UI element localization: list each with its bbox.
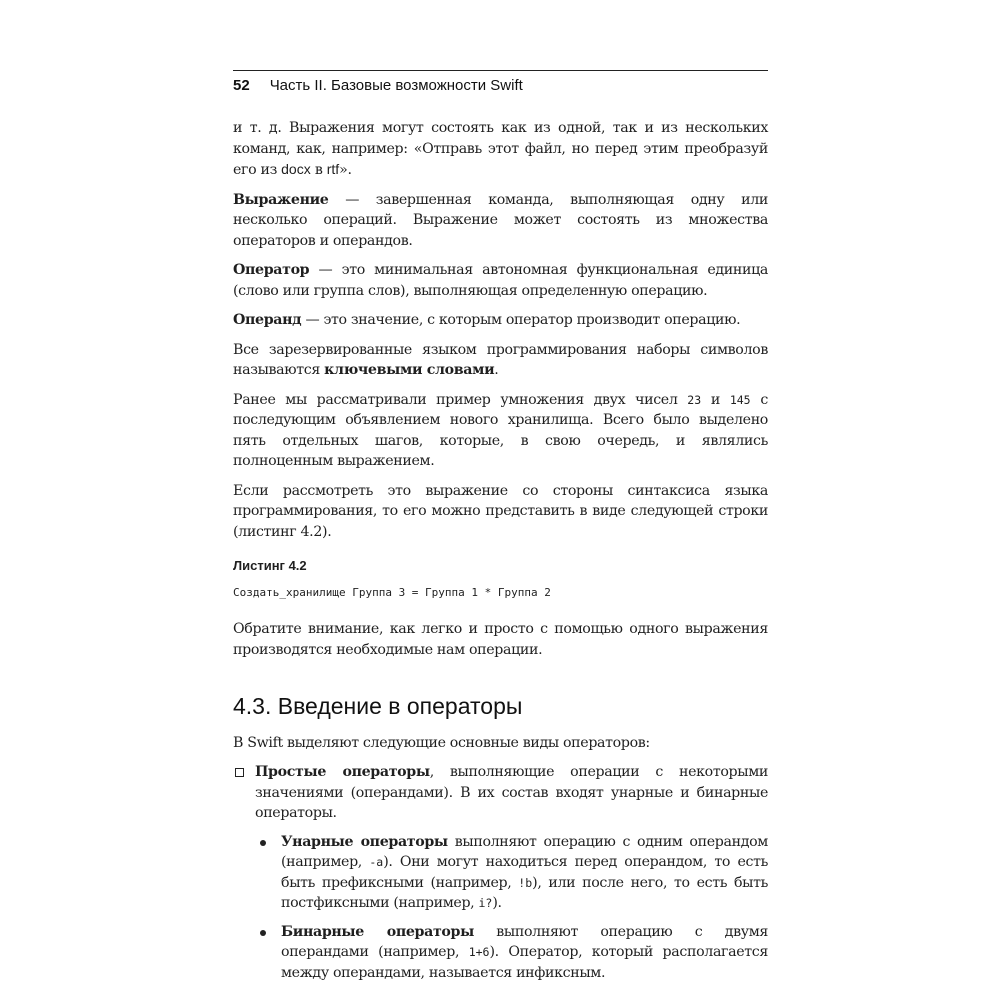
text: ), или после него, то есть быть постфиксными (например, bbox=[281, 874, 768, 911]
format-name: docx bbox=[281, 161, 311, 177]
text: — завершенная команда, выполняющая одну или несколько операций. Выражение может состоять из множества операторов и операндов. bbox=[233, 191, 768, 249]
bullet-icon bbox=[260, 840, 266, 846]
sub-list-item bbox=[233, 832, 768, 914]
term: Выражение bbox=[233, 191, 329, 208]
bullet-icon bbox=[260, 930, 266, 936]
paragraph: Обратите внимание, как легко и просто с помощью одного выражения производятся необходимые нам операции. bbox=[233, 621, 768, 658]
text: и bbox=[701, 391, 730, 408]
text: Все зарезервированные языком программирования наборы символов называются bbox=[233, 341, 768, 378]
chapter-title: Часть II. Базовые возможности Swift bbox=[269, 77, 523, 94]
term: Оператор bbox=[233, 262, 310, 278]
paragraph bbox=[233, 118, 768, 181]
section-heading: 4.3. Введение в операторы bbox=[233, 693, 523, 719]
sub-list-item bbox=[233, 922, 768, 984]
definition-operand bbox=[233, 310, 768, 331]
text: с последующим объявлением нового хранилища. Всего было выделено пять отдельных шагов, которые, в свою очередь, и являлись полноценным выражением. bbox=[233, 391, 768, 469]
term: Простые операторы bbox=[255, 764, 430, 780]
inline-code: !b bbox=[518, 875, 533, 890]
paragraph bbox=[233, 390, 768, 472]
text: выполняют операцию с одним операндом (например, bbox=[281, 833, 768, 870]
text: , выполняющие операции с некоторыми значениями (операндами). В их состав входят унарные и бинарные операторы. bbox=[255, 764, 768, 821]
text: в bbox=[310, 162, 327, 178]
term: Унарные операторы bbox=[281, 833, 448, 850]
running-header bbox=[233, 70, 768, 103]
code-number: 23 bbox=[687, 392, 702, 407]
text: Ранее мы рассматривали пример умножения двух чисел bbox=[233, 391, 688, 408]
list-item bbox=[233, 762, 768, 824]
paragraph: В Swift выделяют следующие основные виды операторов: bbox=[233, 734, 650, 751]
inline-code: -a bbox=[369, 855, 384, 869]
text: — это значение, с которым оператор производит операцию. bbox=[301, 312, 741, 328]
text: ». bbox=[339, 162, 352, 178]
text: выполняют операцию с двумя операндами (например, bbox=[281, 923, 768, 960]
definition-expression bbox=[233, 190, 768, 252]
term: ключевыми словами bbox=[324, 362, 495, 378]
listing-code: Создать_хранилище Группа 3 = Группа 1 * Группа 2 bbox=[233, 585, 551, 599]
paragraph: Если рассмотреть это выражение со стороны синтаксиса языка программирования, то его можно представить в виде следующей строки (листинг 4.2). bbox=[233, 482, 768, 540]
format-name: rtf bbox=[326, 161, 340, 177]
checkbox-bullet-icon bbox=[235, 768, 244, 777]
text: . bbox=[494, 362, 499, 378]
page-number: 52 bbox=[233, 77, 250, 94]
listing-title: Листинг 4.2 bbox=[233, 558, 307, 573]
page-body bbox=[233, 118, 768, 991]
definition-operator bbox=[233, 260, 768, 301]
text: — это минимальная автономная функциональная единица (слово или группа слов), выполняющая определенную операцию. bbox=[233, 262, 768, 299]
code-number: 145 bbox=[729, 392, 751, 407]
paragraph bbox=[233, 340, 768, 381]
inline-code: i? bbox=[478, 896, 493, 910]
text: ). Они могут находиться перед операндом, то есть быть префиксными (например, bbox=[281, 854, 768, 891]
text: и т. д. Выражения могут состоять как из одной, так и из нескольких команд, как, например: «Отправь этот файл, но перед этим преобразуй его из bbox=[233, 120, 768, 178]
inline-code: 1+6 bbox=[468, 945, 490, 959]
term: Бинарные операторы bbox=[281, 923, 474, 940]
term: Операнд bbox=[233, 312, 302, 328]
text: ). Оператор, который располагается между операндами, называется инфиксным. bbox=[281, 944, 768, 981]
text: ). bbox=[492, 895, 502, 911]
